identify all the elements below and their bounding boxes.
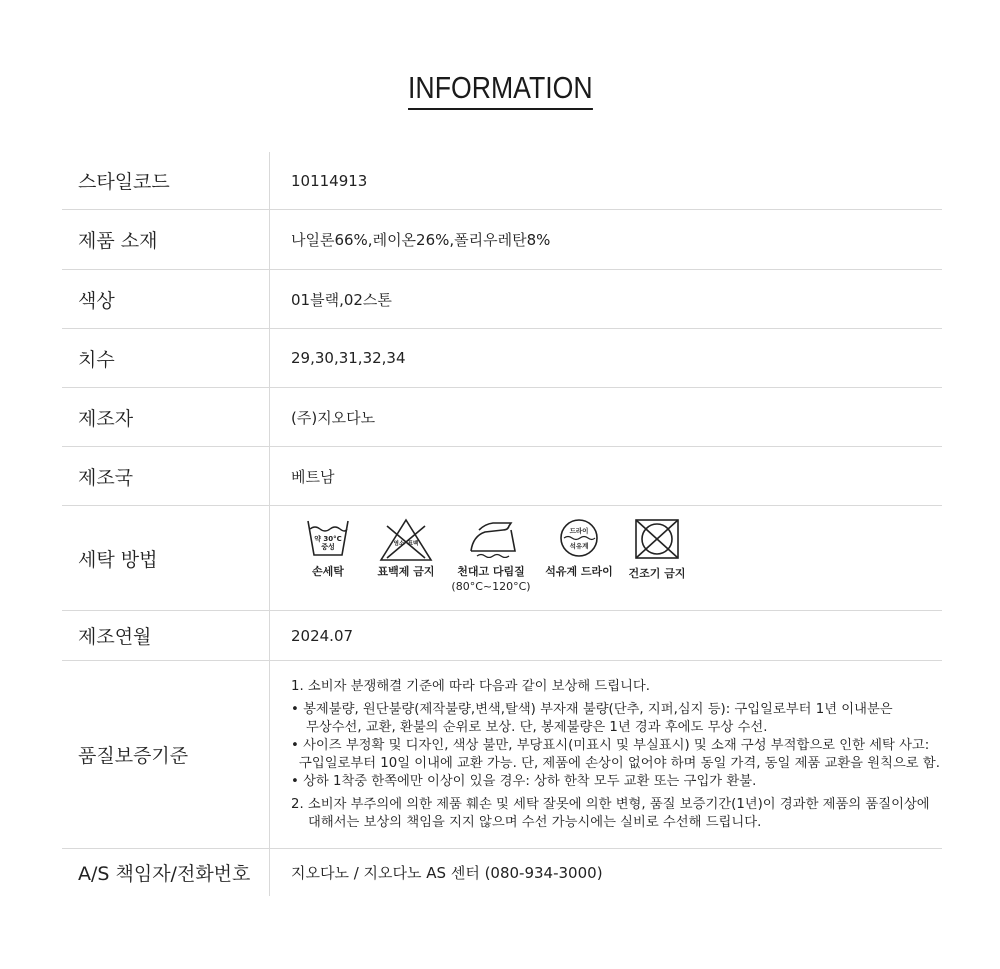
iron-label: 천대고 다림질 — [457, 565, 525, 578]
hand-wash-icon — [305, 518, 351, 558]
no-tumble-dry-icon — [634, 518, 680, 560]
row-mfg-date — [62, 611, 942, 661]
style-code-value: 10114913 — [291, 171, 368, 190]
row-material — [62, 210, 942, 270]
quality-line: • 상하 1착중 한쪽에만 이상이 있을 경우: 상하 한착 모두 교환 또는 구입가 환불. — [291, 773, 757, 789]
hand-wash-temp: 약 30°C — [314, 535, 342, 543]
care-item-no-bleach — [364, 518, 448, 579]
no-bleach-label: 표백제 금지 — [377, 565, 435, 578]
iron-temp-label: (80°C~120°C) — [451, 580, 531, 593]
country-value: 베트남 — [291, 467, 335, 486]
mfg-date-value: 2024.07 — [291, 626, 354, 645]
row-quality — [62, 661, 942, 849]
quality-label: 품질보증기준 — [62, 661, 270, 848]
row-washing — [62, 506, 942, 611]
row-country — [62, 447, 942, 506]
quality-line: • 봉제불량, 원단불량(제작불량,변색,탈색) 부자재 불량(단추, 지퍼,심지 등): 구입일로부터 1년 이내분은 — [291, 701, 893, 717]
size-value: 29,30,31,32,34 — [291, 349, 406, 367]
dry-clean-icon — [556, 518, 602, 558]
row-style-code — [62, 152, 942, 210]
quality-line: • 사이즈 부정확 및 디자인, 색상 불만, 부당표시(미표시 및 부실표시) 및 소재 구성 부적합으로 인한 세탁 사고: — [291, 737, 930, 753]
row-maker — [62, 388, 942, 447]
dry-clean-petroleum: 석유계 — [569, 542, 589, 550]
country-label: 제조국 — [62, 447, 270, 505]
title-text: INFORMATION — [408, 70, 593, 110]
size-label: 치수 — [62, 329, 270, 387]
quality-line: 2. 소비자 부주의에 의한 제품 훼손 및 세탁 잘못에 의한 변형, 품질 보증기간(1년)이 경과한 제품의 품질이상에 — [291, 796, 930, 812]
no-tumble-dry-label: 건조기 금지 — [628, 567, 686, 580]
care-item-dry-clean — [536, 518, 622, 579]
info-table — [62, 152, 942, 896]
color-value: 01블랙,02스톤 — [291, 290, 392, 309]
care-item-iron — [448, 518, 534, 594]
row-color — [62, 270, 942, 329]
row-size — [62, 329, 942, 388]
maker-value: (주)지오다노 — [291, 408, 376, 427]
row-as — [62, 849, 942, 896]
dry-clean-dry: 드라이 — [569, 527, 589, 535]
no-bleach-icon — [379, 518, 433, 562]
quality-line: 대해서는 보상의 책임을 지지 않으며 수선 가능시에는 실비로 수선해 드립니다. — [308, 814, 762, 830]
no-bleach-chlorine: 염소 — [393, 541, 405, 547]
material-value: 나일론66%,레이온26%,폴리우레탄8% — [291, 231, 551, 249]
quality-line: 무상수선, 교환, 환불의 순위로 보상. 단, 봉제불량은 1년 경과 후에도 무상 수선. — [306, 719, 768, 735]
care-icons — [270, 506, 942, 610]
quality-line: 1. 소비자 분쟁해결 기준에 따라 다음과 같이 보상해 드립니다. — [291, 678, 651, 694]
material-label: 제품 소재 — [62, 210, 270, 269]
as-value: 지오다노 / 지오다노 AS 센터 (080-934-3000) — [291, 864, 603, 882]
mfg-date-label: 제조연월 — [62, 611, 270, 660]
maker-label: 제조자 — [62, 388, 270, 446]
page-title — [0, 70, 1000, 110]
quality-text — [270, 661, 942, 848]
color-label: 색상 — [62, 270, 270, 328]
quality-line: 구입일로부터 10일 이내에 교환 가능. 단, 제품에 손상이 없어야 하며 동일 가격, 동일 제품 교환을 원칙으로 함. — [299, 755, 940, 771]
care-item-hand-wash — [298, 518, 358, 579]
care-item-no-tumble-dry — [622, 518, 692, 581]
dry-clean-label: 석유계 드라이 — [545, 565, 613, 578]
washing-label: 세탁 방법 — [62, 506, 270, 610]
as-label: A/S 책임자/전화번호 — [62, 849, 270, 896]
hand-wash-neutral: 중성 — [321, 543, 335, 551]
iron-icon — [463, 518, 519, 558]
hand-wash-label: 손세탁 — [312, 565, 344, 578]
style-code-label: 스타일코드 — [62, 152, 270, 209]
no-bleach-bleach: 표백 — [407, 541, 419, 547]
